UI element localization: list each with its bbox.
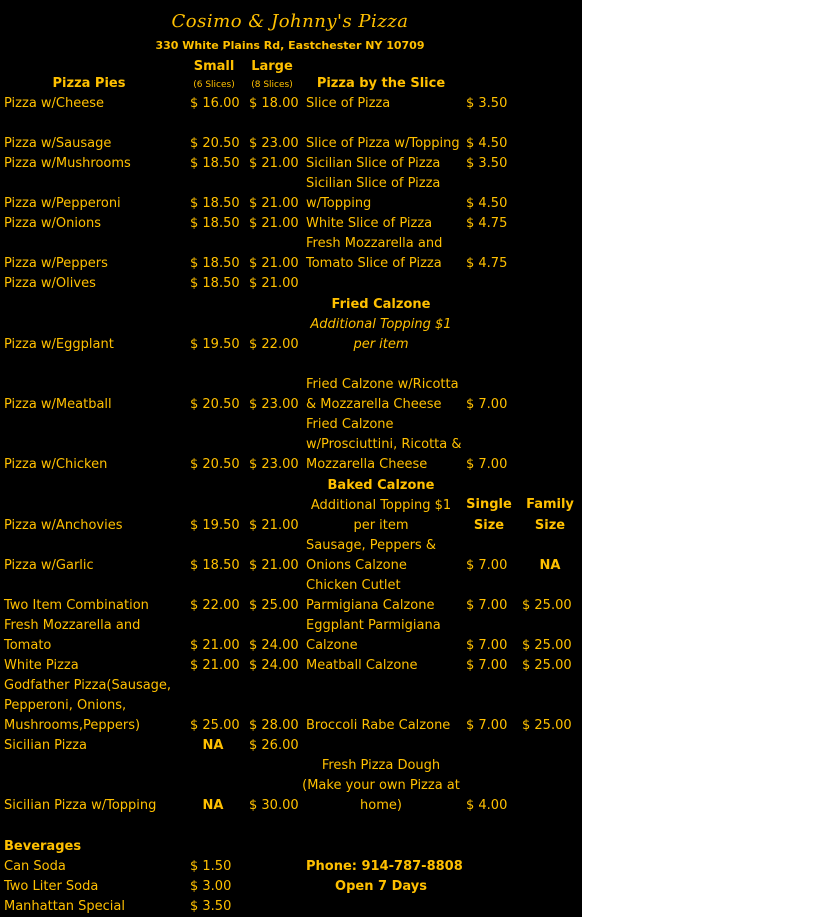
pie-large-price: $ 22.00 <box>249 337 299 352</box>
pie-small-price: $ 19.50 <box>190 518 240 533</box>
pie-large-price: $ 21.00 <box>249 216 299 231</box>
slice-name: Slice of Pizza w/Topping <box>306 136 460 151</box>
slice-price: $ 4.50 <box>466 136 508 151</box>
calzone-name-line: Fried Calzone <box>306 417 394 432</box>
calzone-single-price: $ 7.00 <box>466 718 508 733</box>
pie-large-price: $ 30.00 <box>249 798 299 813</box>
large-size-label: Large <box>251 59 293 74</box>
pie-name: Mushrooms,Peppers) <box>4 718 141 733</box>
calzone-family-price: $ 25.00 <box>522 658 572 673</box>
calzone-single-price: $ 7.00 <box>466 658 508 673</box>
family-size-header: Family <box>526 497 574 512</box>
pie-large-price: $ 23.00 <box>249 457 299 472</box>
pie-name: Pizza w/Cheese <box>4 96 105 111</box>
pie-small-price: $ 20.50 <box>190 136 240 151</box>
calzone-price: $ 7.00 <box>466 457 508 472</box>
pie-large-price: $ 21.00 <box>249 156 299 171</box>
beverage-price: $ 1.50 <box>190 859 232 874</box>
pie-small-price: $ 20.50 <box>190 457 240 472</box>
large-size-sub: (8 Slices) <box>251 80 293 90</box>
pie-large-price: $ 26.00 <box>249 738 299 753</box>
pie-name: Pizza w/Chicken <box>4 457 108 472</box>
pie-large-price: $ 24.00 <box>249 658 299 673</box>
pie-name: Two Item Combination <box>4 598 149 613</box>
pie-small-price: $ 18.50 <box>190 156 240 171</box>
pie-large-price: $ 24.00 <box>249 638 299 653</box>
pie-small-price: NA <box>202 738 224 753</box>
beverage-name: Can Soda <box>4 859 66 874</box>
dough-price: $ 4.00 <box>466 798 508 813</box>
calzone-single-price: $ 7.00 <box>466 638 508 653</box>
calzone-name-line: Fried Calzone w/Ricotta <box>306 377 459 392</box>
slice-price: $ 4.75 <box>466 256 508 271</box>
pie-name: Pizza w/Onions <box>4 216 101 231</box>
pie-large-price: $ 25.00 <box>249 598 299 613</box>
pie-small-price: $ 18.50 <box>190 256 240 271</box>
calzone-name-line: Chicken Cutlet <box>306 578 401 593</box>
family-size-header: Size <box>534 518 566 533</box>
calzone-name: Mozzarella Cheese <box>306 457 428 472</box>
fried-calzone-heading: Fried Calzone <box>331 297 431 312</box>
pie-small-price: $ 21.00 <box>190 658 240 673</box>
slice-name: Slice of Pizza <box>306 96 391 111</box>
slice-price: $ 3.50 <box>466 156 508 171</box>
slice-heading: Pizza by the Slice <box>316 76 446 91</box>
calzone-name-line: Eggplant Parmigiana <box>306 618 441 633</box>
pie-small-price: $ 19.50 <box>190 337 240 352</box>
pie-name: Pizza w/Peppers <box>4 256 108 271</box>
pie-name: Pizza w/Anchovies <box>4 518 123 533</box>
pie-name: Tomato <box>4 638 52 653</box>
slice-price: $ 4.75 <box>466 216 508 231</box>
fried-calzone-note: per item <box>353 337 409 352</box>
pie-small-price: $ 18.50 <box>190 558 240 573</box>
calzone-price: $ 7.00 <box>466 397 508 412</box>
pie-name: Pizza w/Olives <box>4 276 96 291</box>
beverage-price: $ 3.00 <box>190 879 232 894</box>
pie-name: Sicilian Pizza w/Topping <box>4 798 157 813</box>
pie-name: Pizza w/Mushrooms <box>4 156 131 171</box>
calzone-name: Onions Calzone <box>306 558 407 573</box>
dough-name-line: (Make your own Pizza at <box>302 778 460 793</box>
beverage-name: Two Liter Soda <box>4 879 99 894</box>
pie-small-price: $ 18.50 <box>190 216 240 231</box>
pie-name: Pizza w/Pepperoni <box>4 196 121 211</box>
slice-name-line: Sicilian Slice of Pizza <box>306 176 441 191</box>
pie-name: Pizza w/Garlic <box>4 558 94 573</box>
pie-small-price: $ 18.50 <box>190 196 240 211</box>
calzone-family-price: $ 25.00 <box>522 638 572 653</box>
pie-large-price: $ 28.00 <box>249 718 299 733</box>
dough-name-line: Fresh Pizza Dough <box>321 758 441 773</box>
pie-large-price: $ 21.00 <box>249 558 299 573</box>
slice-name: Sicilian Slice of Pizza <box>306 156 441 171</box>
fried-calzone-note: Additional Topping $1 <box>310 317 452 332</box>
phone-number: Phone: 914-787-8808 <box>306 859 463 874</box>
pie-large-price: $ 21.00 <box>249 276 299 291</box>
beverage-price: $ 3.50 <box>190 899 232 914</box>
pie-name: White Pizza <box>4 658 79 673</box>
small-size-sub: (6 Slices) <box>193 80 235 90</box>
pie-large-price: $ 23.00 <box>249 397 299 412</box>
single-size-header: Size <box>473 518 505 533</box>
pie-small-price: $ 22.00 <box>190 598 240 613</box>
pie-name: Pizza w/Eggplant <box>4 337 114 352</box>
slice-price: $ 3.50 <box>466 96 508 111</box>
small-size-label: Small <box>193 59 235 74</box>
calzone-name: Meatball Calzone <box>306 658 418 673</box>
restaurant-title: Cosimo & Johnny's Pizza <box>171 11 409 32</box>
pie-large-price: $ 23.00 <box>249 136 299 151</box>
calzone-family-price: $ 25.00 <box>522 598 572 613</box>
open-hours: Open 7 Days <box>335 879 427 894</box>
slice-name: w/Topping <box>306 196 372 211</box>
pizza-pies-heading: Pizza Pies <box>52 76 126 91</box>
slice-name-line: Fresh Mozzarella and <box>306 236 443 251</box>
restaurant-address: 330 White Plains Rd, Eastchester NY 10709 <box>155 39 425 52</box>
calzone-single-price: $ 7.00 <box>466 558 508 573</box>
dough-name-line: home) <box>360 798 402 813</box>
pie-small-price: $ 20.50 <box>190 397 240 412</box>
slice-price: $ 4.50 <box>466 196 508 211</box>
calzone-name: Calzone <box>306 638 358 653</box>
pie-large-price: $ 18.00 <box>249 96 299 111</box>
pie-large-price: $ 21.00 <box>249 196 299 211</box>
calzone-name-line: Sausage, Peppers & <box>306 538 436 553</box>
pie-name-line: Godfather Pizza(Sausage, <box>4 678 172 693</box>
baked-calzone-note: Additional Topping $1 <box>310 498 452 513</box>
pie-name-line: Pepperoni, Onions, <box>4 698 127 713</box>
beverages-heading: Beverages <box>4 839 82 854</box>
baked-calzone-heading: Baked Calzone <box>327 478 435 493</box>
single-size-header: Single <box>466 497 512 512</box>
pie-small-price: $ 21.00 <box>190 638 240 653</box>
pie-name-line: Fresh Mozzarella and <box>4 618 141 633</box>
baked-calzone-note: per item <box>353 518 409 533</box>
pie-name: Pizza w/Sausage <box>4 136 112 151</box>
pie-large-price: $ 21.00 <box>249 256 299 271</box>
pie-name: Sicilian Pizza <box>4 738 87 753</box>
pie-large-price: $ 21.00 <box>249 518 299 533</box>
calzone-single-price: $ 7.00 <box>466 598 508 613</box>
calzone-family-price: $ 25.00 <box>522 718 572 733</box>
pie-small-price: NA <box>202 798 224 813</box>
pie-small-price: $ 25.00 <box>190 718 240 733</box>
slice-name: White Slice of Pizza <box>306 216 433 231</box>
pie-small-price: $ 18.50 <box>190 276 240 291</box>
calzone-name: Parmigiana Calzone <box>306 598 435 613</box>
calzone-name-line: w/Prosciuttini, Ricotta & <box>306 437 462 452</box>
slice-name: Tomato Slice of Pizza <box>306 256 442 271</box>
calzone-name: & Mozzarella Cheese <box>306 397 442 412</box>
calzone-name: Broccoli Rabe Calzone <box>306 718 451 733</box>
calzone-family-price: NA <box>539 558 561 573</box>
pie-small-price: $ 16.00 <box>190 96 240 111</box>
beverage-name: Manhattan Special <box>4 899 125 914</box>
pie-name: Pizza w/Meatball <box>4 397 112 412</box>
